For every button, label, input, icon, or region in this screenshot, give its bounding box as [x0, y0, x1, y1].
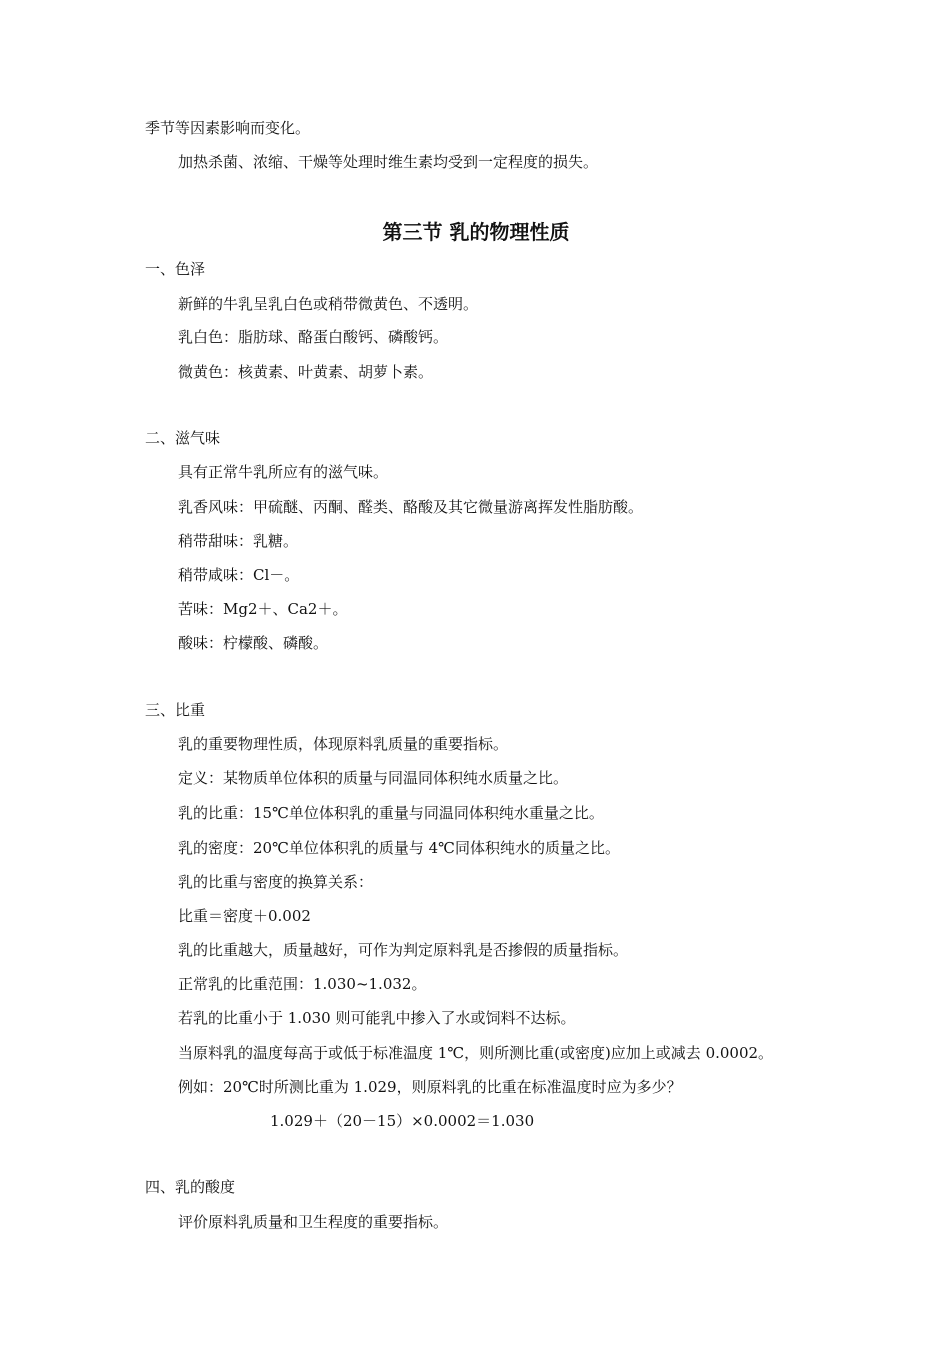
paragraph-line: 评价原料乳质量和卫生程度的重要指标。 — [178, 1213, 449, 1231]
paragraph-line: 乳白色：脂肪球、酪蛋白酸钙、磷酸钙。 — [178, 328, 449, 346]
heading-color: 一、色泽 — [145, 260, 206, 278]
heading-flavor: 二、滋气味 — [145, 429, 221, 447]
paragraph-line: 乳香风味：甲硫醚、丙酮、醛类、酪酸及其它微量游离挥发性脂肪酸。 — [178, 498, 644, 516]
paragraph-line: 苦味：Mg2＋、Ca2＋。 — [178, 600, 348, 618]
continuation-line-1: 季节等因素影响而变化。 — [145, 119, 311, 137]
paragraph-line: 新鲜的牛乳呈乳白色或稍带微黄色、不透明。 — [178, 295, 479, 313]
paragraph-line: 乳的密度：20℃单位体积乳的质量与 4℃同体积纯水的质量之比。 — [178, 839, 620, 857]
paragraph-line: 稍带咸味：Cl－。 — [178, 566, 300, 584]
paragraph-line: 乳的重要物理性质，体现原料乳质量的重要指标。 — [178, 735, 509, 753]
paragraph-line: 正常乳的比重范围：1.030~1.032。 — [178, 975, 427, 993]
paragraph-line: 稍带甜味：乳糖。 — [178, 532, 299, 550]
heading-gravity: 三、比重 — [145, 701, 206, 719]
paragraph-line: 例如：20℃时所测比重为 1.029，则原料乳的比重在标准温度时应为多少？ — [178, 1078, 682, 1096]
paragraph-line: 乳的比重与密度的换算关系： — [178, 873, 374, 891]
paragraph-line: 具有正常牛乳所应有的滋气味。 — [178, 463, 389, 481]
section-title: 第三节 乳的物理性质 — [382, 220, 570, 244]
paragraph-line: 乳的比重越大，质量越好，可作为判定原料乳是否掺假的质量指标。 — [178, 941, 629, 959]
paragraph-line: 微黄色：核黄素、叶黄素、胡萝卜素。 — [178, 363, 434, 381]
formula-line: 1.029＋（20－15）×0.0002＝1.030 — [270, 1112, 535, 1130]
paragraph-line: 酸味：柠檬酸、磷酸。 — [178, 634, 329, 652]
heading-acidity: 四、乳的酸度 — [145, 1178, 236, 1196]
paragraph-line: 定义：某物质单位体积的质量与同温同体积纯水质量之比。 — [178, 769, 569, 787]
paragraph-line: 若乳的比重小于 1.030 则可能乳中掺入了水或饲料不达标。 — [178, 1009, 576, 1027]
paragraph-line: 当原料乳的温度每高于或低于标准温度 1℃，则所测比重(或密度)应加上或减去 0.0002。 — [178, 1044, 774, 1062]
paragraph-line: 乳的比重：15℃单位体积乳的重量与同温同体积纯水重量之比。 — [178, 804, 604, 822]
paragraph-line: 比重＝密度＋0.002 — [178, 907, 311, 925]
continuation-line-2: 加热杀菌、浓缩、干燥等处理时维生素均受到一定程度的损失。 — [178, 153, 599, 171]
